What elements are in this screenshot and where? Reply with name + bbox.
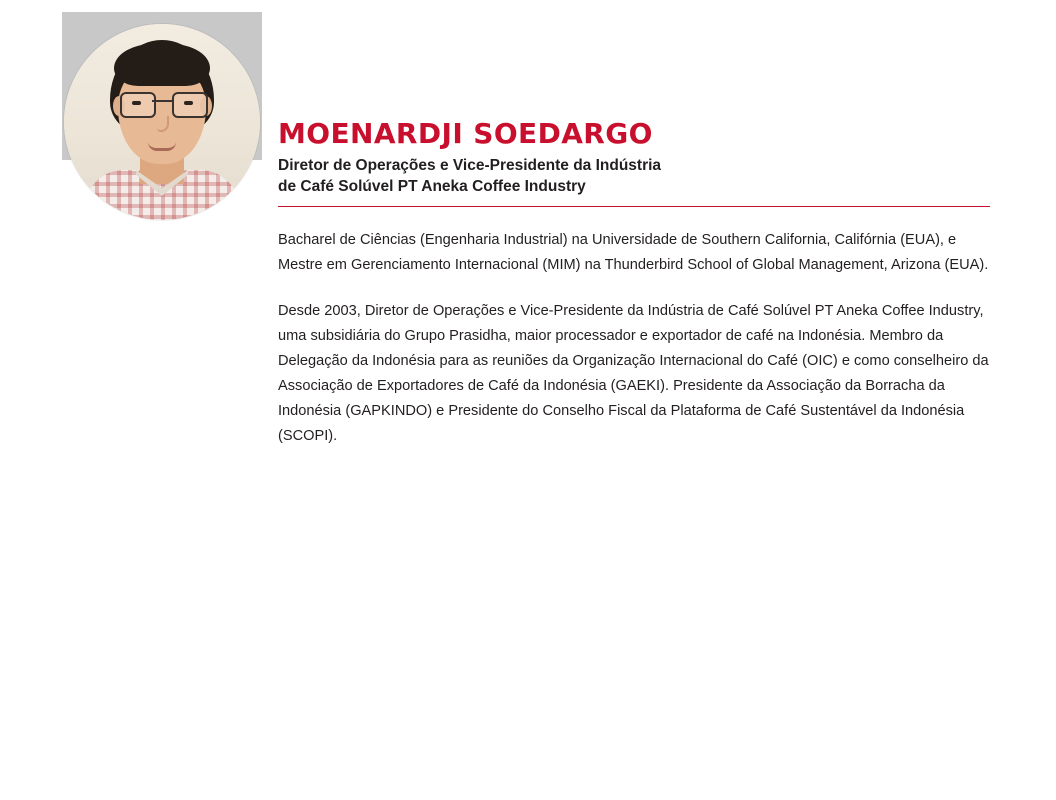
portrait-illustration (64, 24, 260, 220)
profile-photo-block (62, 12, 262, 208)
profile-role-line-1: Diretor de Operações e Vice-Presidente da Indústria (278, 157, 662, 174)
profile-content (278, 0, 990, 449)
portrait-glasses-right (172, 92, 208, 118)
portrait-fringe (114, 44, 210, 86)
portrait-eye-right (184, 101, 193, 105)
portrait-eye-left (132, 101, 141, 105)
bio-paragraph-2: Desde 2003, Diretor de Operações e Vice-Presidente da Indústria de Café Solúvel PT Aneka Coffee Industry, uma subsidiária do Grupo Prasidha, maior processador e exportador de café na Indonésia. Membro da Delegação da Indonésia para as reuniões da Organização Internacional do Café (OIC) e como conselheiro da Associação de Exportadores de Café da Indonésia (GAEKI). Presidente da Associação da Borracha da Indonésia (GAPKINDO) e Presidente do Conselho Fiscal da Plataforma de Café Sustentável da Indonésia (SCOPI). (278, 303, 989, 444)
profile-role-line-2: de Café Solúvel PT Aneka Coffee Industry (278, 177, 586, 195)
profile-photo (64, 24, 260, 220)
portrait-glasses-left (120, 92, 156, 118)
profile-role (278, 156, 990, 197)
profile-bio (278, 207, 990, 449)
profile-name: MOENARDJI SOEDARGO (278, 117, 653, 150)
portrait-glasses-bridge (152, 100, 172, 102)
bio-paragraph-1: Bacharel de Ciências (Engenharia Industrial) na Universidade de Southern California, Califórnia (EUA), e Mestre em Gerenciamento Internacional (MIM) na Thunderbird School of Global Management, Arizona (EUA). (278, 232, 989, 273)
